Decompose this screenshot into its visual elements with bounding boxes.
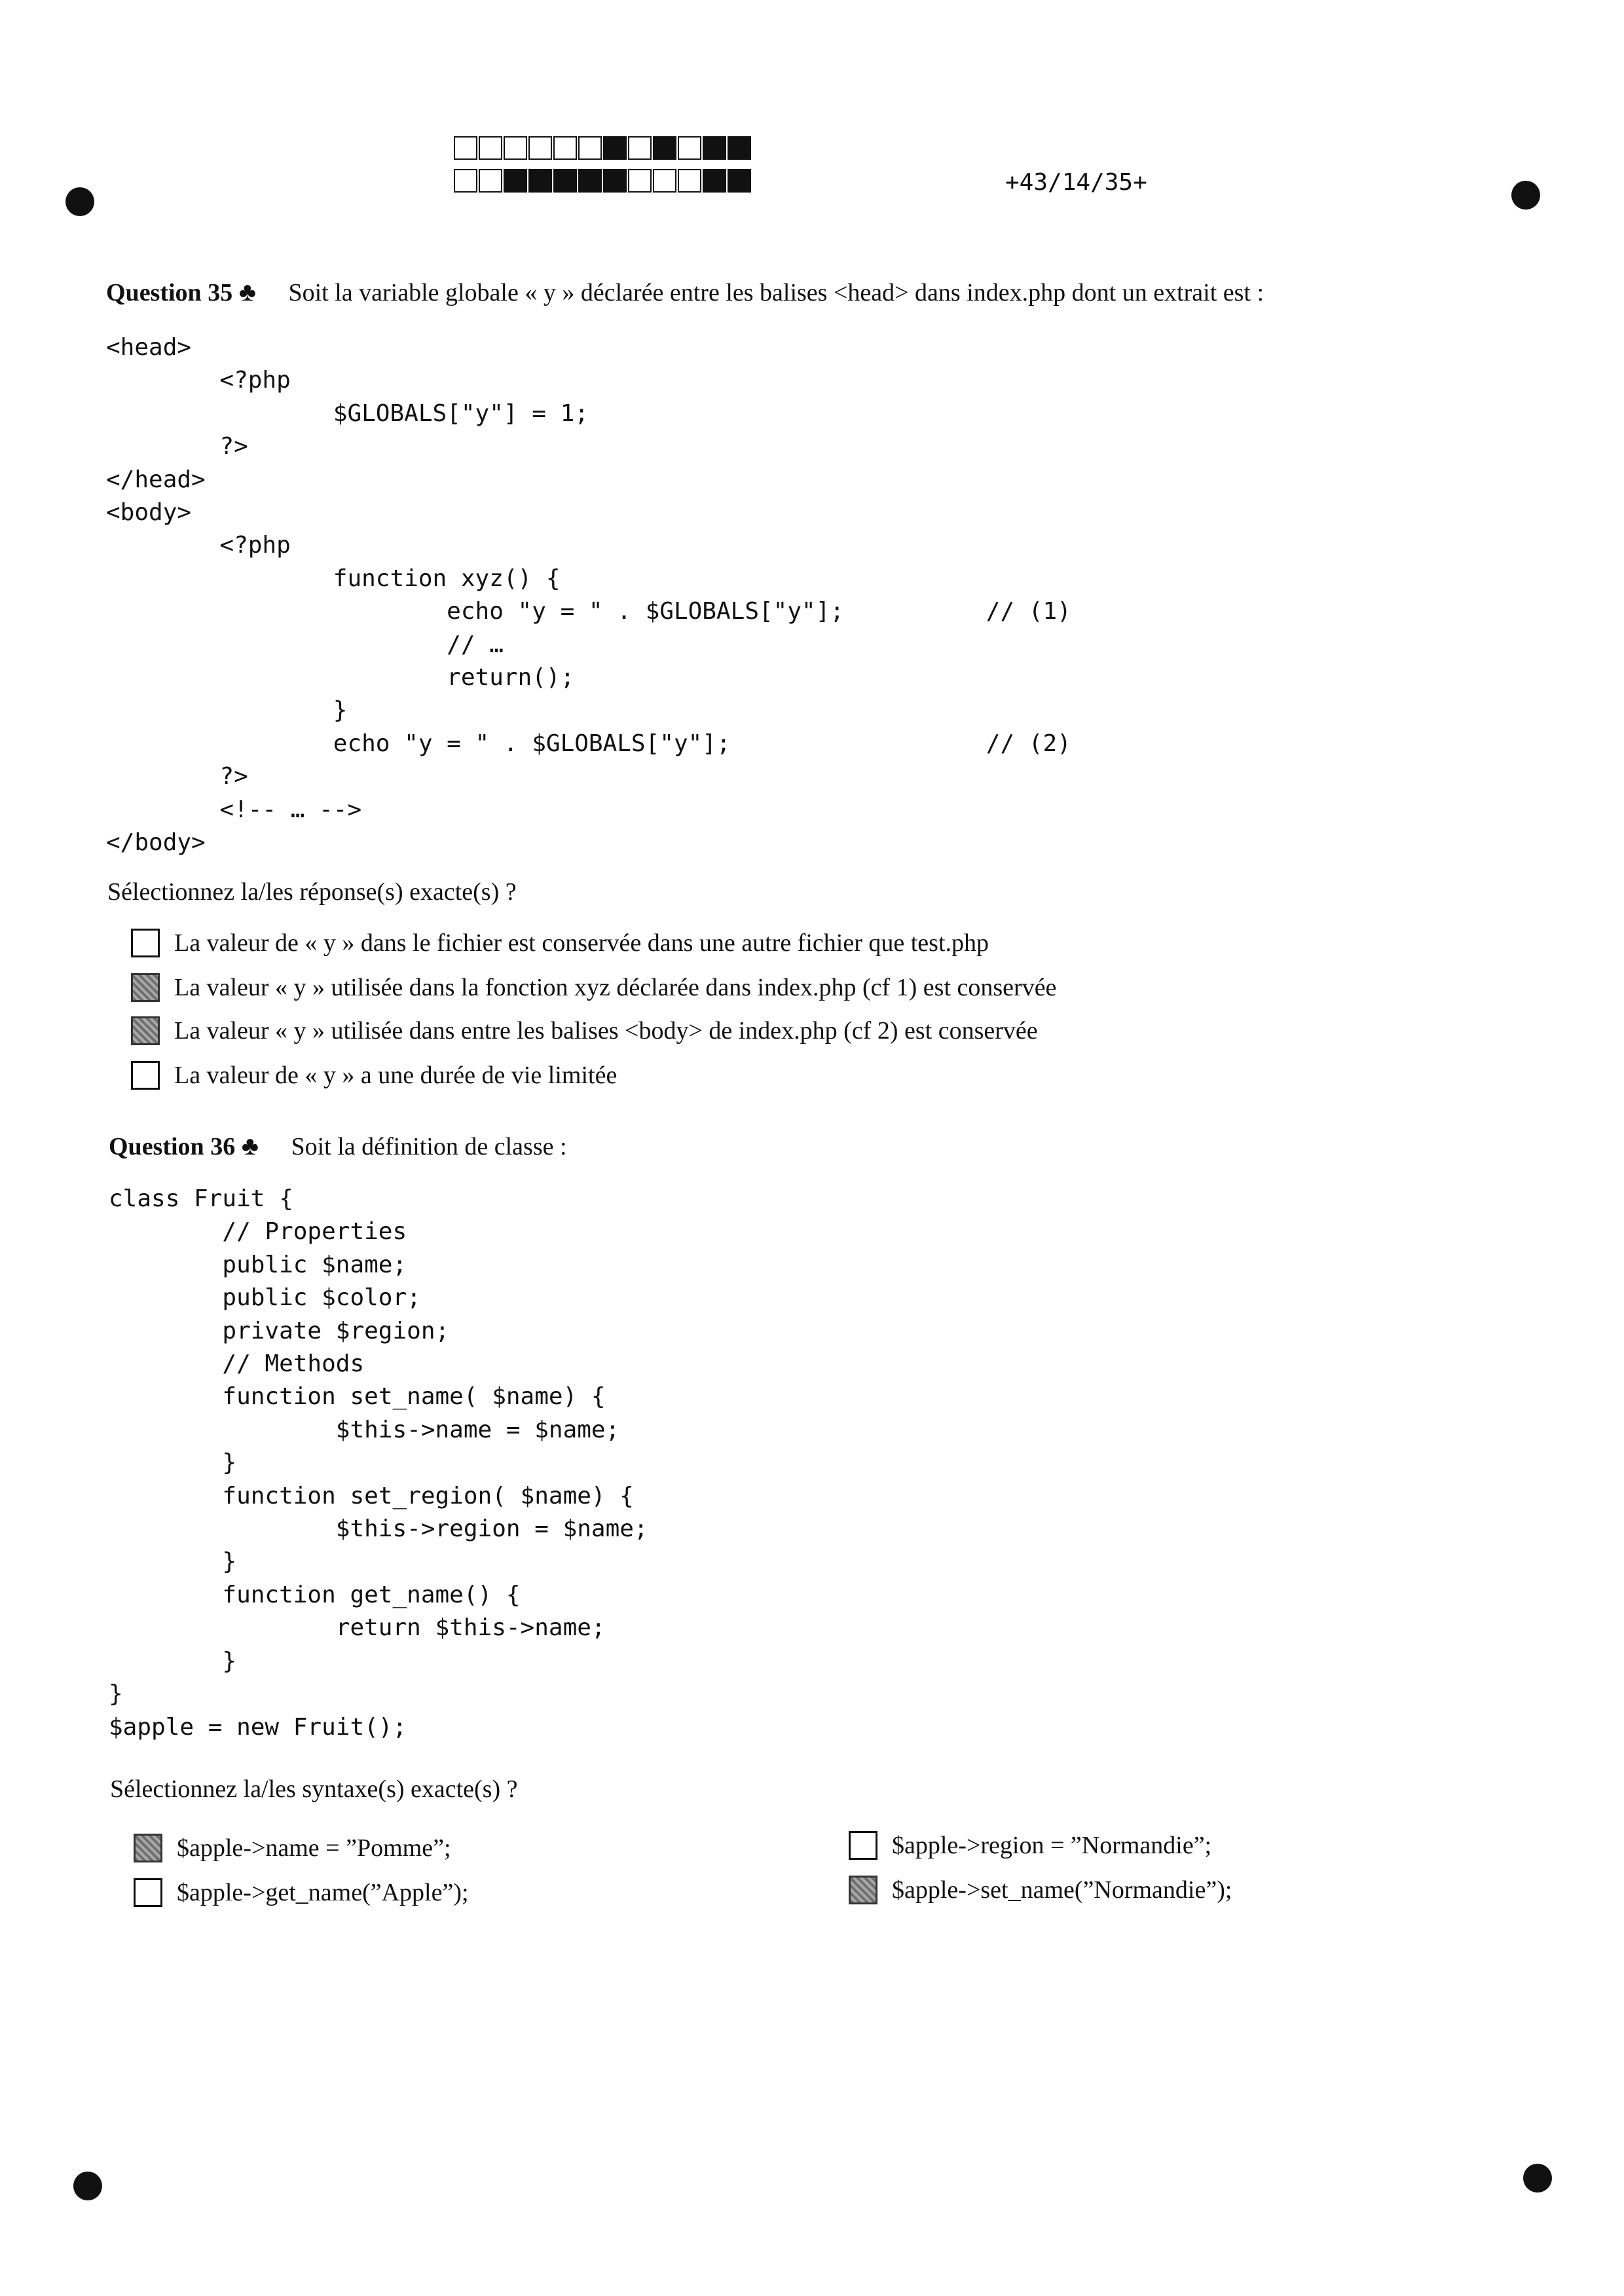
barcode-cell — [728, 136, 751, 160]
barcode-cell — [528, 136, 552, 160]
option-label: $apple->get_name(”Apple”); — [177, 1879, 469, 1906]
checkbox[interactable] — [849, 1876, 877, 1904]
checkbox[interactable] — [131, 929, 160, 957]
barcode-cell — [528, 169, 552, 193]
question-35-code: <head> <?php $GLOBALS["y"] = 1; ?> </head> <body> <?php function xyz() { echo "y = " . $GLOBALS["y"]; // (1) // … return(); } echo "y = " . $GLOBALS["y"]; // (2) ?> <!-- … --> </body> — [106, 334, 1071, 857]
barcode-cell — [703, 136, 726, 160]
question-36-header — [109, 1130, 567, 1161]
barcode-row-1 — [454, 136, 752, 161]
option-label: La valeur « y » utilisée dans entre les balises <body> de index.php (cf 2) est conservée — [174, 1017, 1038, 1045]
barcode-cell — [553, 136, 577, 160]
question-36-option-1[interactable] — [134, 1834, 451, 1862]
checkbox[interactable] — [131, 1016, 160, 1045]
registration-mark-top-left — [65, 187, 94, 216]
option-label: $apple->name = ”Pomme”; — [177, 1834, 451, 1862]
question-36-code: class Fruit { // Properties public $name; public $color; private $region; // Methods function set_name( $name) { $this->name = $name; } function set_region( $name) { $this->region = $name; } function get_name() { return $this->name; } } $apple = new Fruit(); — [109, 1185, 648, 1741]
question-36-number: Question 36 — [109, 1133, 236, 1160]
question-35-option-2[interactable] — [131, 973, 1056, 1002]
barcode-cell — [628, 136, 652, 160]
club-icon: ♣ — [238, 277, 256, 306]
question-35-number: Question 35 — [106, 279, 233, 306]
barcode-cell — [653, 169, 676, 193]
barcode-cell — [504, 169, 527, 193]
barcode-cell — [479, 169, 502, 193]
barcode-cell — [653, 136, 676, 160]
barcode-cell — [728, 169, 751, 193]
option-label: La valeur de « y » dans le fichier est conservée dans une autre fichier que test.php — [174, 929, 989, 957]
barcode-row-2 — [454, 169, 752, 194]
question-35-prompt: Sélectionnez la/les réponse(s) exacte(s) ? — [107, 878, 517, 906]
checkbox[interactable] — [134, 1834, 162, 1862]
question-36-prompt: Sélectionnez la/les syntaxe(s) exacte(s) ? — [110, 1775, 518, 1803]
question-36-option-3[interactable] — [849, 1831, 1211, 1860]
checkbox[interactable] — [131, 1061, 160, 1090]
option-label: La valeur « y » utilisée dans la fonction xyz déclarée dans index.php (cf 1) est conservée — [174, 974, 1057, 1001]
option-label: La valeur de « y » a une durée de vie limitée — [174, 1062, 618, 1089]
barcode-cell — [454, 136, 477, 160]
checkbox[interactable] — [134, 1878, 162, 1907]
question-35-option-1[interactable] — [131, 929, 989, 957]
club-icon: ♣ — [241, 1131, 259, 1160]
barcode-cell — [703, 169, 726, 193]
question-35-text: Soit la variable globale « y » déclarée entre les balises <head> dans index.php dont un extrait est : — [288, 279, 1264, 306]
checkbox[interactable] — [849, 1831, 877, 1860]
barcode-cell — [553, 169, 577, 193]
barcode-cell — [678, 169, 701, 193]
option-label: $apple->set_name(”Normandie”); — [892, 1876, 1232, 1904]
question-35-option-4[interactable] — [131, 1061, 617, 1090]
barcode-cell — [479, 136, 502, 160]
barcode-cell — [578, 169, 602, 193]
barcode-cell — [603, 169, 627, 193]
registration-mark-top-right — [1511, 181, 1540, 210]
barcode-cell — [603, 136, 627, 160]
barcode-cell — [578, 136, 602, 160]
checkbox[interactable] — [131, 973, 160, 1002]
registration-mark-bottom-left — [73, 2172, 102, 2200]
barcode-cell — [454, 169, 477, 193]
option-label: $apple->region = ”Normandie”; — [892, 1832, 1212, 1859]
question-36-text: Soit la définition de classe : — [291, 1133, 567, 1160]
question-36-option-4[interactable] — [849, 1876, 1232, 1904]
question-36-option-2[interactable] — [134, 1878, 469, 1907]
barcode-cell — [678, 136, 701, 160]
sheet-id: +43/14/35+ — [1005, 169, 1147, 196]
question-35-option-3[interactable] — [131, 1016, 1038, 1045]
registration-mark-bottom-right — [1523, 2164, 1552, 2193]
barcode-cell — [504, 136, 527, 160]
barcode-cell — [628, 169, 652, 193]
question-35-header — [106, 276, 1264, 307]
